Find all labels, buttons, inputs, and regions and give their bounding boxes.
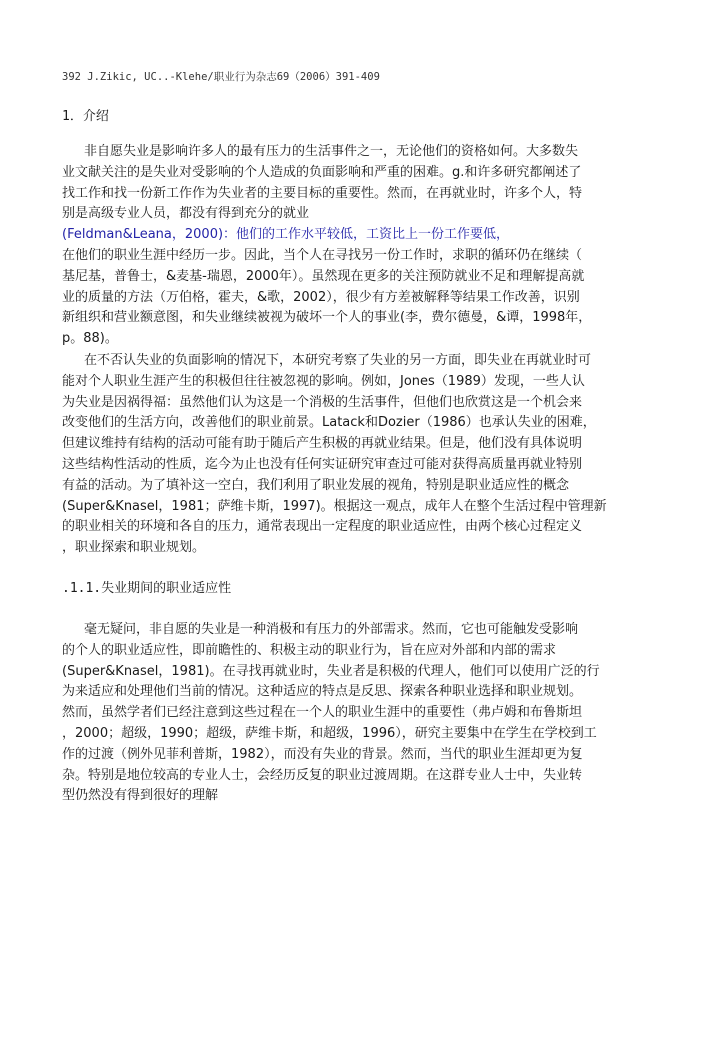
text-line: 有益的活动。为了填补这一空白，我们利用了职业发展的视角，特别是职业适应性的概念	[62, 477, 570, 493]
text-line: (Super&Knasel，1981)。在寻找再就业时，失业者是积极的代理人，他们可以使用广泛的行	[62, 663, 600, 679]
text-line: 业的质量的方法（万伯格，霍夫，&歌，2002），很少有方差被解释等结果工作改善，识别	[62, 289, 580, 305]
text-line: 改变他们的生活方向，改善他们的职业前景。Latack和Dozier（1986）也承认失业的困难，	[62, 415, 596, 431]
section-heading: 1．介绍	[62, 109, 109, 124]
paragraph-intro-2	[62, 351, 660, 559]
text-line: p。88)。	[62, 331, 118, 347]
text-line: 型仍然没有得到很好的理解	[62, 788, 219, 804]
text-line: ，2000；超级，1990；超级，萨维卡斯，和超级，1996），研究主要集中在学生在学校到工	[62, 725, 597, 741]
text-line: 能对个人职业生涯产生的积极但往往被忽视的影响。例如，Jones（1989）发现，一些人认	[62, 373, 585, 389]
subsection-heading: .1.1.失业期间的职业适应性	[62, 581, 232, 596]
paragraph-intro-1	[62, 142, 660, 350]
text-line: 毫无疑问，非自愿的失业是一种消极和有压力的外部需求。然而，它也可能触发受影响	[84, 622, 579, 637]
text-line: 杂。特别是地位较高的专业人士，会经历反复的职业过渡周期。在这群专业人士中，失业转	[62, 767, 583, 783]
text-line: 在不否认失业的负面影响的情况下，本研究考察了失业的另一方面，即失业在再就业时可	[84, 353, 592, 368]
text-line: 找工作和找一份新工作作为失业者的主要目标的重要性。然而，在再就业时，许多个人，特	[62, 185, 583, 201]
text-line: 的个人的职业适应性，即前瞻性的、积极主动的职业行为，旨在应对外部和内部的需求	[62, 642, 557, 658]
text-line: 新组织和营业额意图，和失业继续被视为破坏一个人的事业(李，费尔德曼，&谭，1998年，	[62, 310, 592, 326]
text-line: 作的过渡（例外见菲利普斯，1982），而没有失业的背景。然而，当代的职业生涯却更为复	[62, 746, 583, 762]
paragraph-subsection-1	[62, 620, 660, 807]
text-line: 为失业是因祸得福：虽然他们认为这是一个消极的生活事件，但他们也欣赏这是一个机会来	[62, 394, 583, 410]
text-line: ，职业探索和职业规划。	[62, 540, 206, 556]
text-line: 然而，虽然学者们已经注意到这些过程在一个人的职业生涯中的重要性（弗卢姆和布鲁斯坦	[62, 705, 583, 721]
text-line: 业文献关注的是失业对受影响的个人造成的负面影响和严重的困难。g.和许多研究都阐述了	[62, 164, 582, 180]
text-line: 但建议维持有结构的活动可能有助于随后产生积极的再就业结果。但是，他们没有具体说明	[62, 436, 583, 452]
citation-line: (Feldman&Leana，2000)：他们的工作水平较低，工资比上一份工作要低，	[62, 227, 510, 243]
text-line: 的职业相关的环境和各自的压力，通常表现出一定程度的职业适应性，由两个核心过程定义	[62, 519, 583, 535]
text-line: 为来适应和处理他们当前的情况。这种适应的特点是反思、探索各种职业选择和职业规划。	[62, 684, 583, 700]
text-line: 非自愿失业是影响许多人的最有压力的生活事件之一，无论他们的资格如何。大多数失	[84, 144, 579, 159]
text-line: 在他们的职业生涯中经历一步。因此，当个人在寻找另一份工作时，求职的循环仍在继续（	[62, 247, 583, 263]
text-line: 别是高级专业人员，都没有得到充分的就业	[62, 206, 310, 222]
text-line: 这些结构性活动的性质，迄今为止也没有任何实证研究审查过可能对获得高质量再就业特别	[62, 456, 583, 472]
text-line: (Super&Knasel，1981；萨维卡斯，1997)。根据这一观点，成年人在整个生活过程中管理新	[62, 498, 607, 514]
text-line: 基尼基，普鲁士，&麦基-瑞恩，2000年）。虽然现在更多的关注预防就业不足和理解提高就	[62, 268, 585, 284]
running-header: 392 J.Zikic, UC..-Klehe/职业行为杂志69（2006）391-409	[62, 71, 380, 83]
